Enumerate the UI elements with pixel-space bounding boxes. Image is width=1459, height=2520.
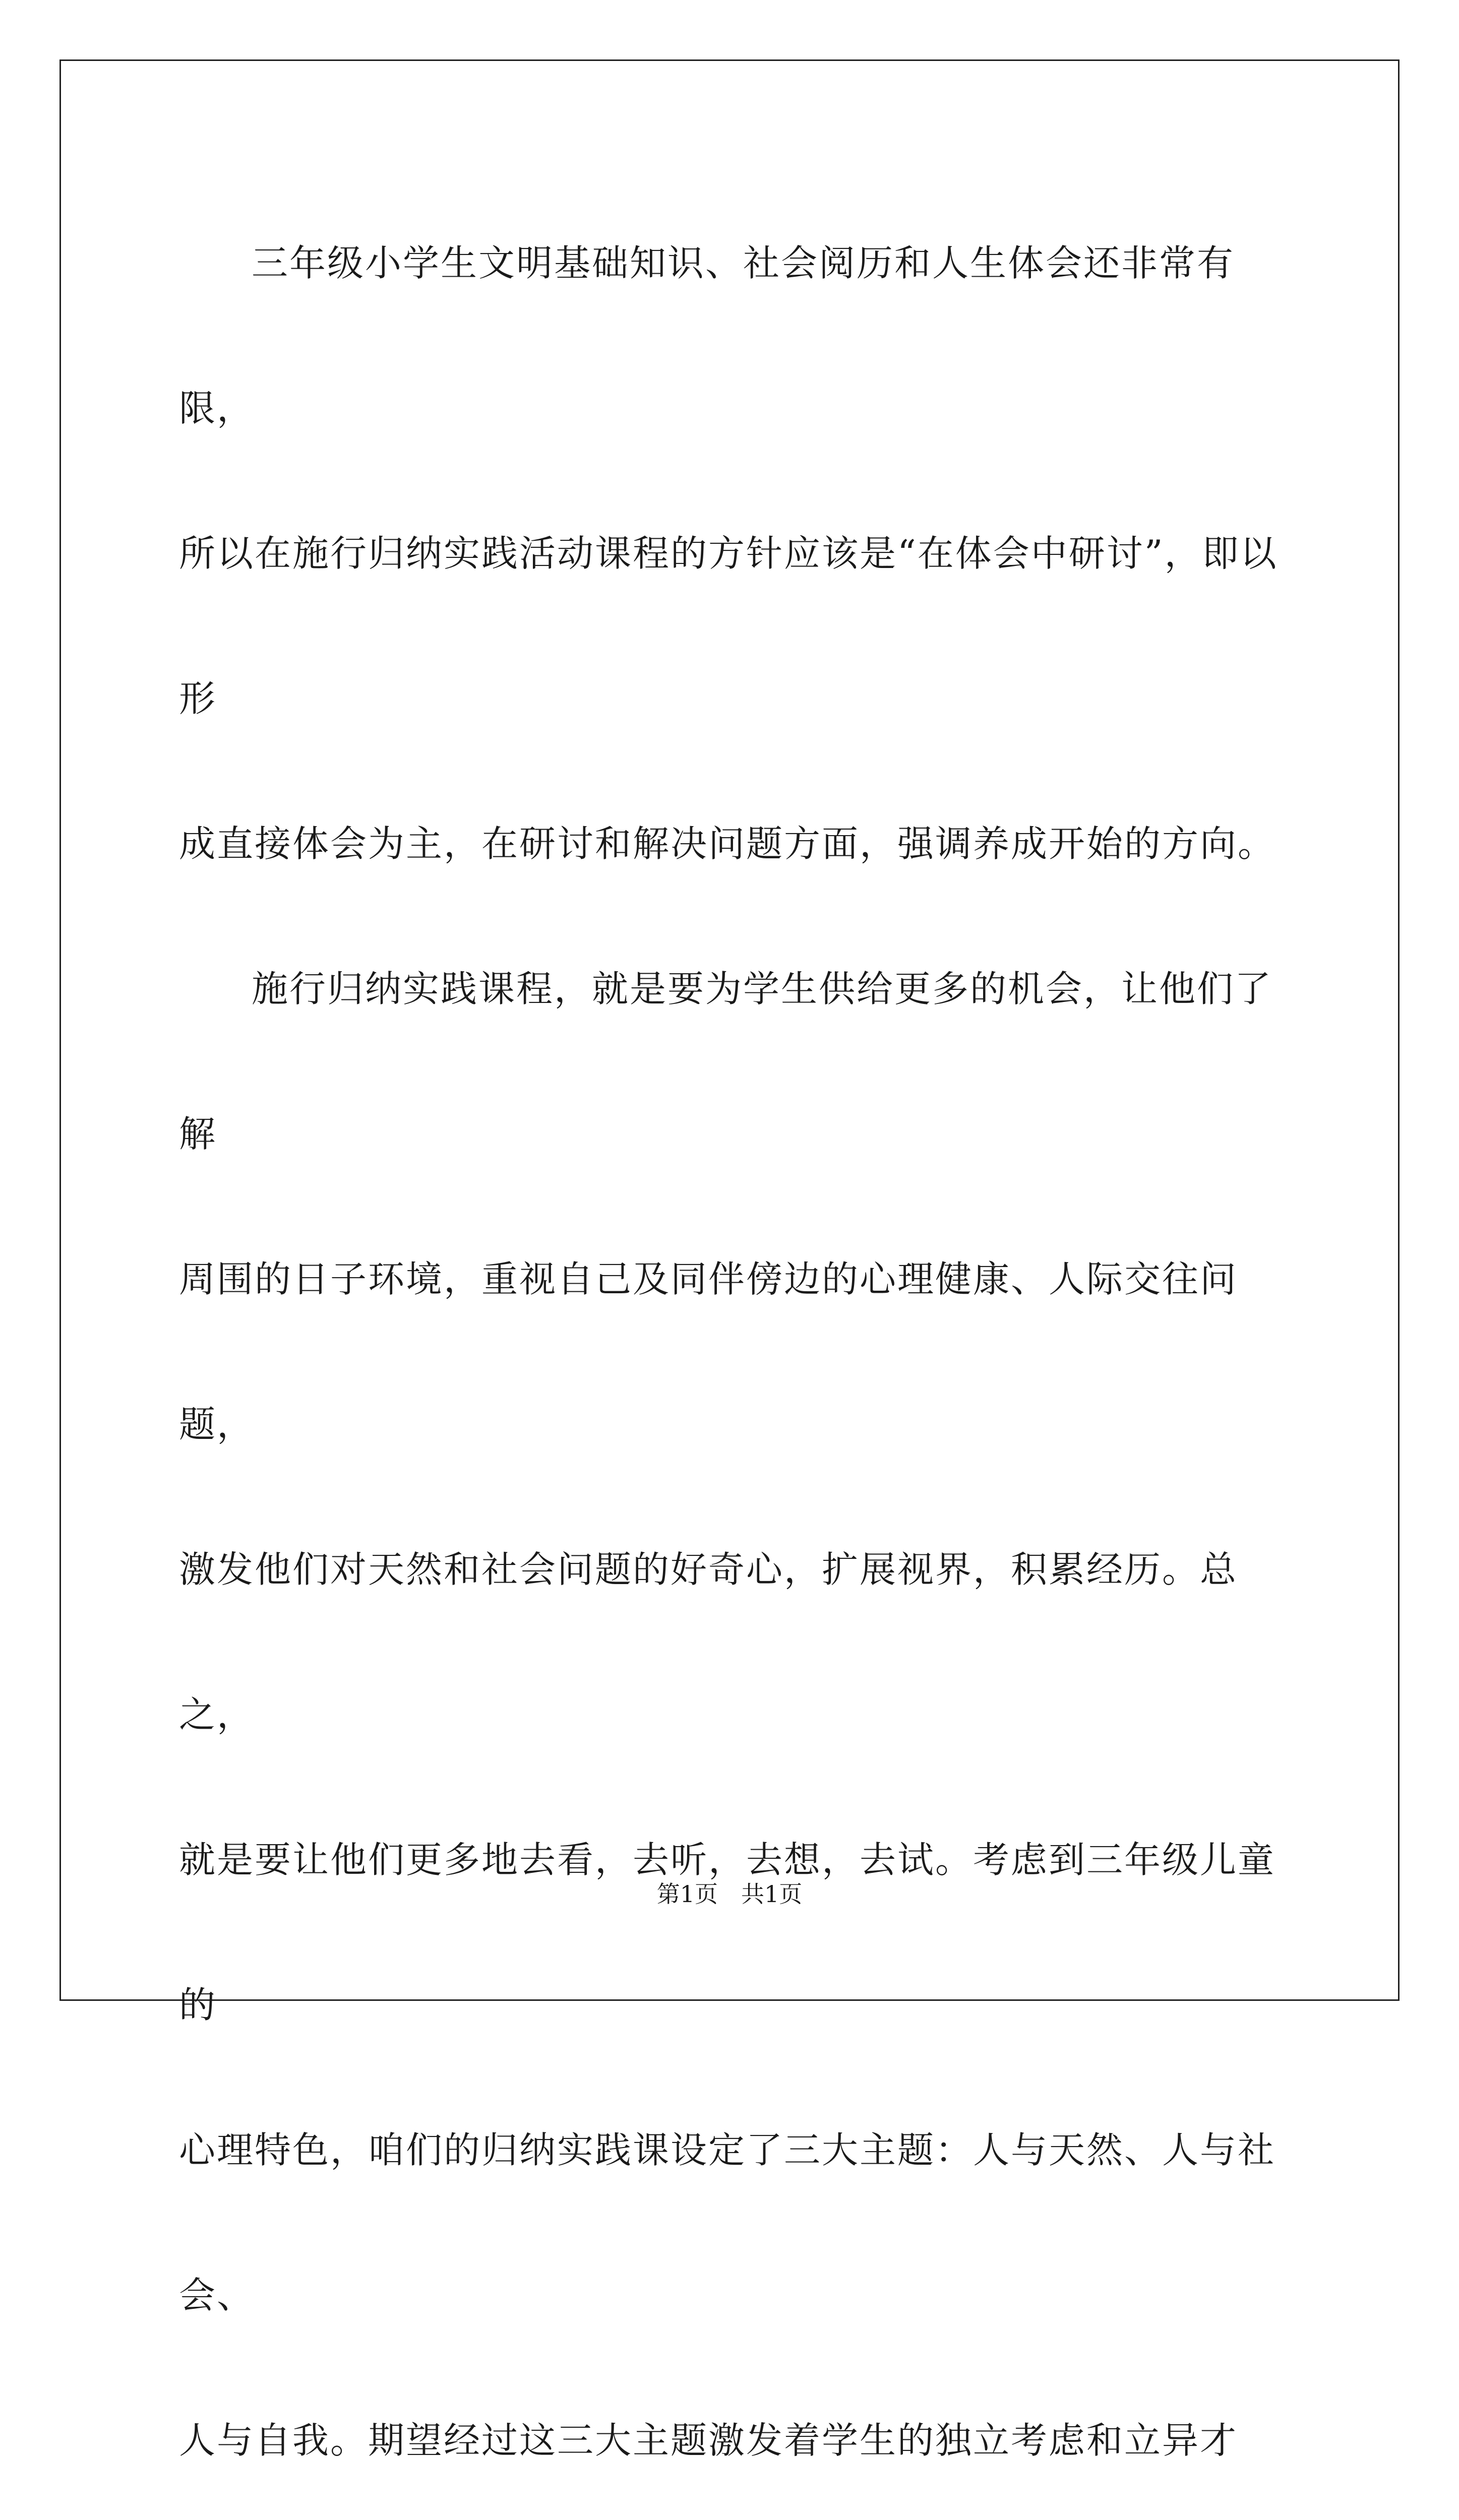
- document-body: [179, 191, 1308, 2520]
- paragraph-1: 三年级小学生文明基础知识、社会阅历和人生体会还非常有限， 所以在施行归纳实践活动课程的方针应该是“在体会中研讨”，即以形 成直接体会为主，在研讨和解决问题方面，强调养成开始的方向。: [179, 242, 1278, 865]
- page-number-total: 共1页: [741, 1880, 803, 1908]
- page-number-current: 第1页: [656, 1880, 718, 1908]
- paragraph-2: 施行归纳实践课程，就是要为学生供给更多的机会，让他们了解 周围的日子环境，重视自己及同伴傍边的心理健康、人际交往问题， 激发他们对天然和社会问题的好奇心，扩展视界，积累经历。总之， 就是要让他们更多地去看，去听，去想，去试。考虑到三年级儿童的 心理特色，咱们的归纳实践课设定了三大主题：人与天然、人与社会、 人与自我。期望经过这三大主题激发着学生的独立考虑和立异才: [179, 968, 1276, 2462]
- page-footer: [0, 1879, 1459, 1909]
